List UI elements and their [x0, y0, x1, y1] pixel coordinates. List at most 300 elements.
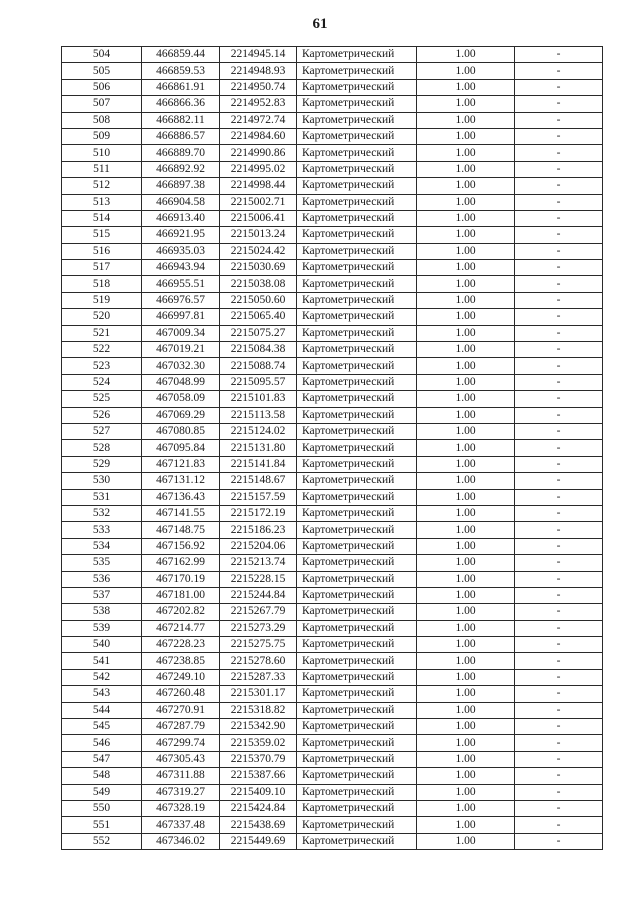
y-coordinate-cell: 2215088.74 — [220, 358, 297, 374]
point-number-cell: 542 — [62, 669, 142, 685]
method-cell: Картометрический — [297, 276, 417, 292]
precision-cell: 1.00 — [417, 96, 515, 112]
method-cell: Картометрический — [297, 489, 417, 505]
point-number-cell: 521 — [62, 325, 142, 341]
x-coordinate-cell: 466889.70 — [142, 145, 220, 161]
point-number-cell: 527 — [62, 423, 142, 439]
precision-cell: 1.00 — [417, 161, 515, 177]
y-coordinate-cell: 2215141.84 — [220, 456, 297, 472]
table-row — [62, 79, 603, 95]
table-row — [62, 489, 603, 505]
precision-cell: 1.00 — [417, 637, 515, 653]
y-coordinate-cell: 2214995.02 — [220, 161, 297, 177]
table-row — [62, 440, 603, 456]
y-coordinate-cell: 2215006.41 — [220, 210, 297, 226]
point-number-cell: 532 — [62, 505, 142, 521]
y-coordinate-cell: 2215275.75 — [220, 637, 297, 653]
precision-cell: 1.00 — [417, 243, 515, 259]
point-number-cell: 529 — [62, 456, 142, 472]
description-cell: - — [515, 161, 603, 177]
precision-cell: 1.00 — [417, 571, 515, 587]
precision-cell: 1.00 — [417, 719, 515, 735]
x-coordinate-cell: 467346.02 — [142, 833, 220, 849]
page-number: 61 — [312, 16, 328, 32]
method-cell: Картометрический — [297, 800, 417, 816]
y-coordinate-cell: 2215038.08 — [220, 276, 297, 292]
point-number-cell: 510 — [62, 145, 142, 161]
description-cell: - — [515, 669, 603, 685]
precision-cell: 1.00 — [417, 735, 515, 751]
x-coordinate-cell: 466886.57 — [142, 128, 220, 144]
point-number-cell: 550 — [62, 800, 142, 816]
method-cell: Картометрический — [297, 735, 417, 751]
precision-cell: 1.00 — [417, 456, 515, 472]
table-row — [62, 161, 603, 177]
x-coordinate-cell: 467162.99 — [142, 555, 220, 571]
table-row — [62, 407, 603, 423]
precision-cell: 1.00 — [417, 686, 515, 702]
y-coordinate-cell: 2215124.02 — [220, 423, 297, 439]
description-cell: - — [515, 817, 603, 833]
precision-cell: 1.00 — [417, 276, 515, 292]
x-coordinate-cell: 467202.82 — [142, 604, 220, 620]
method-cell: Картометрический — [297, 374, 417, 390]
description-cell: - — [515, 145, 603, 161]
precision-cell: 1.00 — [417, 358, 515, 374]
description-cell: - — [515, 604, 603, 620]
description-cell: - — [515, 309, 603, 325]
y-coordinate-cell: 2215287.33 — [220, 669, 297, 685]
precision-cell: 1.00 — [417, 768, 515, 784]
precision-cell: 1.00 — [417, 407, 515, 423]
coordinates-table — [61, 46, 603, 850]
table-row — [62, 735, 603, 751]
description-cell: - — [515, 702, 603, 718]
precision-cell: 1.00 — [417, 669, 515, 685]
x-coordinate-cell: 467136.43 — [142, 489, 220, 505]
description-cell: - — [515, 112, 603, 128]
x-coordinate-cell: 467287.79 — [142, 719, 220, 735]
precision-cell: 1.00 — [417, 79, 515, 95]
description-cell: - — [515, 489, 603, 505]
table-row — [62, 833, 603, 849]
description-cell: - — [515, 423, 603, 439]
description-cell: - — [515, 96, 603, 112]
x-coordinate-cell: 466935.03 — [142, 243, 220, 259]
description-cell: - — [515, 555, 603, 571]
point-number-cell: 540 — [62, 637, 142, 653]
description-cell: - — [515, 243, 603, 259]
method-cell: Картометрический — [297, 342, 417, 358]
y-coordinate-cell: 2215113.58 — [220, 407, 297, 423]
y-coordinate-cell: 2214945.14 — [220, 47, 297, 63]
method-cell: Картометрический — [297, 817, 417, 833]
table-row — [62, 653, 603, 669]
table-row — [62, 292, 603, 308]
precision-cell: 1.00 — [417, 473, 515, 489]
table-row — [62, 505, 603, 521]
table-row — [62, 243, 603, 259]
table-row — [62, 325, 603, 341]
description-cell: - — [515, 538, 603, 554]
precision-cell: 1.00 — [417, 702, 515, 718]
method-cell: Картометрический — [297, 145, 417, 161]
point-number-cell: 533 — [62, 522, 142, 538]
description-cell: - — [515, 637, 603, 653]
method-cell: Картометрический — [297, 571, 417, 587]
method-cell: Картометрический — [297, 473, 417, 489]
x-coordinate-cell: 467181.00 — [142, 587, 220, 603]
table-row — [62, 604, 603, 620]
x-coordinate-cell: 467214.77 — [142, 620, 220, 636]
x-coordinate-cell: 467032.30 — [142, 358, 220, 374]
x-coordinate-cell: 467238.85 — [142, 653, 220, 669]
table-row — [62, 784, 603, 800]
point-number-cell: 523 — [62, 358, 142, 374]
method-cell: Картометрический — [297, 96, 417, 112]
y-coordinate-cell: 2215050.60 — [220, 292, 297, 308]
y-coordinate-cell: 2215002.71 — [220, 194, 297, 210]
method-cell: Картометрический — [297, 178, 417, 194]
precision-cell: 1.00 — [417, 112, 515, 128]
x-coordinate-cell: 467260.48 — [142, 686, 220, 702]
point-number-cell: 536 — [62, 571, 142, 587]
x-coordinate-cell: 466892.92 — [142, 161, 220, 177]
precision-cell: 1.00 — [417, 210, 515, 226]
method-cell: Картометрический — [297, 210, 417, 226]
description-cell: - — [515, 128, 603, 144]
point-number-cell: 506 — [62, 79, 142, 95]
y-coordinate-cell: 2215084.38 — [220, 342, 297, 358]
precision-cell: 1.00 — [417, 342, 515, 358]
precision-cell: 1.00 — [417, 47, 515, 63]
y-coordinate-cell: 2214972.74 — [220, 112, 297, 128]
y-coordinate-cell: 2214952.83 — [220, 96, 297, 112]
point-number-cell: 505 — [62, 63, 142, 79]
y-coordinate-cell: 2215387.66 — [220, 768, 297, 784]
x-coordinate-cell: 467019.21 — [142, 342, 220, 358]
x-coordinate-cell: 467270.91 — [142, 702, 220, 718]
description-cell: - — [515, 47, 603, 63]
table-row — [62, 538, 603, 554]
description-cell: - — [515, 178, 603, 194]
precision-cell: 1.00 — [417, 620, 515, 636]
x-coordinate-cell: 467069.29 — [142, 407, 220, 423]
table-row — [62, 587, 603, 603]
precision-cell: 1.00 — [417, 440, 515, 456]
point-number-cell: 548 — [62, 768, 142, 784]
point-number-cell: 512 — [62, 178, 142, 194]
method-cell: Картометрический — [297, 719, 417, 735]
x-coordinate-cell: 466997.81 — [142, 309, 220, 325]
point-number-cell: 552 — [62, 833, 142, 849]
y-coordinate-cell: 2214950.74 — [220, 79, 297, 95]
description-cell: - — [515, 391, 603, 407]
description-cell: - — [515, 325, 603, 341]
precision-cell: 1.00 — [417, 309, 515, 325]
y-coordinate-cell: 2215409.10 — [220, 784, 297, 800]
description-cell: - — [515, 210, 603, 226]
x-coordinate-cell: 466921.95 — [142, 227, 220, 243]
method-cell: Картометрический — [297, 784, 417, 800]
point-number-cell: 518 — [62, 276, 142, 292]
y-coordinate-cell: 2215131.80 — [220, 440, 297, 456]
table-row — [62, 63, 603, 79]
y-coordinate-cell: 2215213.74 — [220, 555, 297, 571]
precision-cell: 1.00 — [417, 292, 515, 308]
method-cell: Картометрический — [297, 620, 417, 636]
point-number-cell: 525 — [62, 391, 142, 407]
method-cell: Картометрический — [297, 522, 417, 538]
y-coordinate-cell: 2215148.67 — [220, 473, 297, 489]
point-number-cell: 551 — [62, 817, 142, 833]
table-row — [62, 391, 603, 407]
method-cell: Картометрический — [297, 637, 417, 653]
precision-cell: 1.00 — [417, 653, 515, 669]
point-number-cell: 547 — [62, 751, 142, 767]
method-cell: Картометрический — [297, 227, 417, 243]
x-coordinate-cell: 467048.99 — [142, 374, 220, 390]
x-coordinate-cell: 467148.75 — [142, 522, 220, 538]
x-coordinate-cell: 467305.43 — [142, 751, 220, 767]
point-number-cell: 513 — [62, 194, 142, 210]
x-coordinate-cell: 466955.51 — [142, 276, 220, 292]
method-cell: Картометрический — [297, 833, 417, 849]
table-row — [62, 751, 603, 767]
description-cell: - — [515, 505, 603, 521]
method-cell: Картометрический — [297, 768, 417, 784]
point-number-cell: 539 — [62, 620, 142, 636]
table-row — [62, 342, 603, 358]
y-coordinate-cell: 2215318.82 — [220, 702, 297, 718]
table-row — [62, 374, 603, 390]
precision-cell: 1.00 — [417, 800, 515, 816]
table-row — [62, 423, 603, 439]
precision-cell: 1.00 — [417, 505, 515, 521]
y-coordinate-cell: 2214998.44 — [220, 178, 297, 194]
method-cell: Картометрический — [297, 555, 417, 571]
point-number-cell: 531 — [62, 489, 142, 505]
description-cell: - — [515, 456, 603, 472]
method-cell: Картометрический — [297, 669, 417, 685]
description-cell: - — [515, 227, 603, 243]
x-coordinate-cell: 466859.53 — [142, 63, 220, 79]
table-row — [62, 210, 603, 226]
table-row — [62, 686, 603, 702]
table-row — [62, 276, 603, 292]
y-coordinate-cell: 2215273.29 — [220, 620, 297, 636]
x-coordinate-cell: 467299.74 — [142, 735, 220, 751]
precision-cell: 1.00 — [417, 604, 515, 620]
x-coordinate-cell: 467156.92 — [142, 538, 220, 554]
table-row — [62, 128, 603, 144]
method-cell: Картометрический — [297, 358, 417, 374]
point-number-cell: 544 — [62, 702, 142, 718]
method-cell: Картометрический — [297, 686, 417, 702]
description-cell: - — [515, 79, 603, 95]
method-cell: Картометрический — [297, 407, 417, 423]
precision-cell: 1.00 — [417, 423, 515, 439]
point-number-cell: 528 — [62, 440, 142, 456]
table-row — [62, 555, 603, 571]
precision-cell: 1.00 — [417, 555, 515, 571]
x-coordinate-cell: 467328.19 — [142, 800, 220, 816]
table-row — [62, 47, 603, 63]
point-number-cell: 530 — [62, 473, 142, 489]
x-coordinate-cell: 467319.27 — [142, 784, 220, 800]
x-coordinate-cell: 467141.55 — [142, 505, 220, 521]
description-cell: - — [515, 63, 603, 79]
y-coordinate-cell: 2214948.93 — [220, 63, 297, 79]
method-cell: Картометрический — [297, 309, 417, 325]
x-coordinate-cell: 467058.09 — [142, 391, 220, 407]
x-coordinate-cell: 466976.57 — [142, 292, 220, 308]
x-coordinate-cell: 466882.11 — [142, 112, 220, 128]
coordinates-table-body — [62, 47, 603, 850]
x-coordinate-cell: 467009.34 — [142, 325, 220, 341]
point-number-cell: 538 — [62, 604, 142, 620]
precision-cell: 1.00 — [417, 538, 515, 554]
point-number-cell: 526 — [62, 407, 142, 423]
table-row — [62, 768, 603, 784]
x-coordinate-cell: 467131.12 — [142, 473, 220, 489]
method-cell: Картометрический — [297, 325, 417, 341]
description-cell: - — [515, 719, 603, 735]
table-row — [62, 817, 603, 833]
description-cell: - — [515, 440, 603, 456]
point-number-cell: 537 — [62, 587, 142, 603]
precision-cell: 1.00 — [417, 522, 515, 538]
y-coordinate-cell: 2215370.79 — [220, 751, 297, 767]
y-coordinate-cell: 2215228.15 — [220, 571, 297, 587]
point-number-cell: 534 — [62, 538, 142, 554]
precision-cell: 1.00 — [417, 833, 515, 849]
method-cell: Картометрический — [297, 538, 417, 554]
method-cell: Картометрический — [297, 112, 417, 128]
x-coordinate-cell: 467080.85 — [142, 423, 220, 439]
y-coordinate-cell: 2214984.60 — [220, 128, 297, 144]
method-cell: Картометрический — [297, 456, 417, 472]
precision-cell: 1.00 — [417, 325, 515, 341]
precision-cell: 1.00 — [417, 194, 515, 210]
table-row — [62, 309, 603, 325]
method-cell: Картометрический — [297, 161, 417, 177]
table-row — [62, 473, 603, 489]
description-cell: - — [515, 292, 603, 308]
description-cell: - — [515, 374, 603, 390]
y-coordinate-cell: 2215157.59 — [220, 489, 297, 505]
y-coordinate-cell: 2215186.23 — [220, 522, 297, 538]
point-number-cell: 515 — [62, 227, 142, 243]
description-cell: - — [515, 342, 603, 358]
point-number-cell: 507 — [62, 96, 142, 112]
point-number-cell: 524 — [62, 374, 142, 390]
precision-cell: 1.00 — [417, 587, 515, 603]
y-coordinate-cell: 2215075.27 — [220, 325, 297, 341]
method-cell: Картометрический — [297, 128, 417, 144]
y-coordinate-cell: 2215244.84 — [220, 587, 297, 603]
point-number-cell: 535 — [62, 555, 142, 571]
precision-cell: 1.00 — [417, 784, 515, 800]
table-row — [62, 522, 603, 538]
point-number-cell: 541 — [62, 653, 142, 669]
precision-cell: 1.00 — [417, 260, 515, 276]
point-number-cell: 514 — [62, 210, 142, 226]
point-number-cell: 545 — [62, 719, 142, 735]
method-cell: Картометрический — [297, 505, 417, 521]
precision-cell: 1.00 — [417, 128, 515, 144]
method-cell: Картометрический — [297, 194, 417, 210]
method-cell: Картометрический — [297, 702, 417, 718]
y-coordinate-cell: 2215013.24 — [220, 227, 297, 243]
table-row — [62, 145, 603, 161]
x-coordinate-cell: 466897.38 — [142, 178, 220, 194]
method-cell: Картометрический — [297, 63, 417, 79]
y-coordinate-cell: 2215204.06 — [220, 538, 297, 554]
y-coordinate-cell: 2215095.57 — [220, 374, 297, 390]
precision-cell: 1.00 — [417, 178, 515, 194]
method-cell: Картометрический — [297, 587, 417, 603]
precision-cell: 1.00 — [417, 391, 515, 407]
description-cell: - — [515, 833, 603, 849]
description-cell: - — [515, 407, 603, 423]
y-coordinate-cell: 2215267.79 — [220, 604, 297, 620]
description-cell: - — [515, 587, 603, 603]
table-row — [62, 194, 603, 210]
description-cell: - — [515, 276, 603, 292]
description-cell: - — [515, 620, 603, 636]
x-coordinate-cell: 467337.48 — [142, 817, 220, 833]
method-cell: Картометрический — [297, 292, 417, 308]
x-coordinate-cell: 467228.23 — [142, 637, 220, 653]
y-coordinate-cell: 2215101.83 — [220, 391, 297, 407]
point-number-cell: 546 — [62, 735, 142, 751]
description-cell: - — [515, 686, 603, 702]
precision-cell: 1.00 — [417, 227, 515, 243]
description-cell: - — [515, 260, 603, 276]
y-coordinate-cell: 2215024.42 — [220, 243, 297, 259]
description-cell: - — [515, 358, 603, 374]
point-number-cell: 511 — [62, 161, 142, 177]
point-number-cell: 516 — [62, 243, 142, 259]
description-cell: - — [515, 784, 603, 800]
precision-cell: 1.00 — [417, 145, 515, 161]
method-cell: Картометрический — [297, 653, 417, 669]
y-coordinate-cell: 2215449.69 — [220, 833, 297, 849]
description-cell: - — [515, 194, 603, 210]
point-number-cell: 508 — [62, 112, 142, 128]
description-cell: - — [515, 522, 603, 538]
x-coordinate-cell: 467121.83 — [142, 456, 220, 472]
table-row — [62, 702, 603, 718]
y-coordinate-cell: 2215030.69 — [220, 260, 297, 276]
y-coordinate-cell: 2215278.60 — [220, 653, 297, 669]
x-coordinate-cell: 466913.40 — [142, 210, 220, 226]
x-coordinate-cell: 466904.58 — [142, 194, 220, 210]
y-coordinate-cell: 2215301.17 — [220, 686, 297, 702]
table-row — [62, 456, 603, 472]
table-row — [62, 358, 603, 374]
table-row — [62, 620, 603, 636]
table-row — [62, 571, 603, 587]
description-cell: - — [515, 751, 603, 767]
table-row — [62, 669, 603, 685]
method-cell: Картометрический — [297, 440, 417, 456]
method-cell: Картометрический — [297, 260, 417, 276]
precision-cell: 1.00 — [417, 817, 515, 833]
precision-cell: 1.00 — [417, 751, 515, 767]
method-cell: Картометрический — [297, 751, 417, 767]
